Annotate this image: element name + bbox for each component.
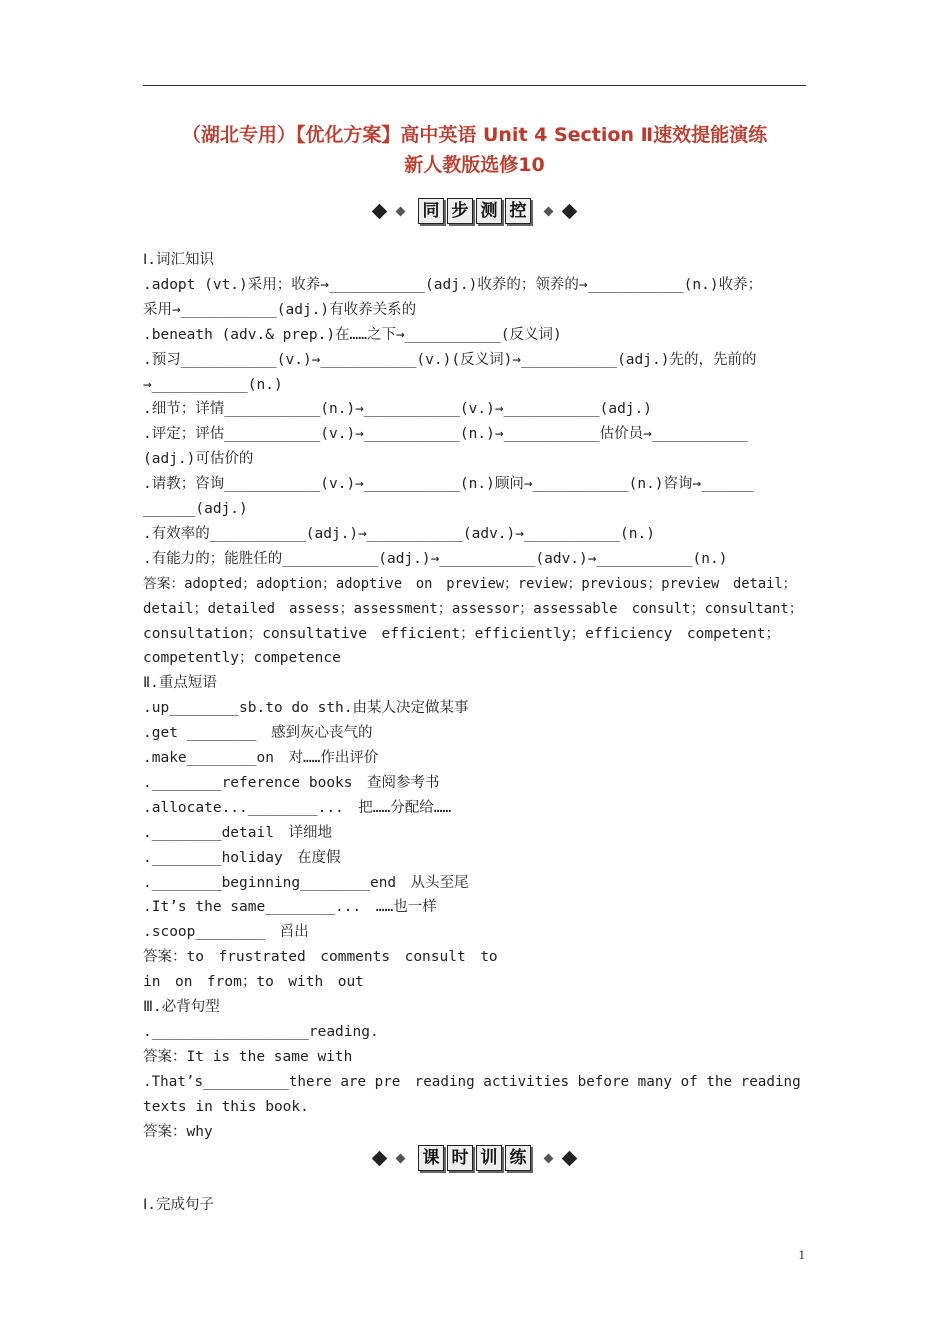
diamond-icon [544, 206, 554, 216]
text-line: .有能力的；能胜任的___________(adj.)→___________(adv.)→___________(n.) [143, 550, 728, 567]
diamond-icon [544, 1153, 554, 1163]
text-line: .__________________reading. [143, 1023, 379, 1040]
text-line: ______(adj.) [143, 501, 248, 517]
text-line: consultation；consultative efficient；efficiently；efficiency competent； [143, 625, 780, 642]
text-line: .________detail 详细地 [143, 824, 332, 841]
text-line: in on from；to with out [143, 974, 364, 991]
text-line: →___________(n.) [143, 376, 283, 393]
text-line: 答案：why [143, 1123, 213, 1140]
title-line-1: （湖北专用）【优化方案】高中英语 Unit 4 Section Ⅱ速效提能演练 [181, 124, 768, 146]
text-line: .beneath (adv.& prep.)在……之下→___________(反义词) [143, 326, 562, 343]
banner-char: 练 [505, 1145, 531, 1171]
text-line: Ⅰ.词汇知识 [143, 252, 215, 268]
text-line: Ⅲ.必背句型 [143, 999, 220, 1015]
text-line: 答案：to frustrated comments consult to [143, 949, 498, 966]
text-line: .make________on 对……作出评价 [143, 750, 379, 766]
banner-char: 控 [505, 198, 531, 224]
text-line: 采用→___________(adj.)有收养关系的 [143, 301, 417, 318]
banner-char: 同 [418, 198, 444, 224]
text-line: .It’s the same________... ……也一样 [143, 899, 437, 916]
diamond-icon [372, 203, 388, 219]
header-rule [143, 85, 806, 86]
section-banner-lesson [143, 1145, 806, 1175]
text-line: .scoop________ 舀出 [143, 924, 309, 941]
text-line: .adopt (vt.)采用；收养→___________(adj.)收养的；领养的→___________(n.)收养； [143, 276, 763, 293]
banner-char: 步 [447, 198, 473, 224]
text-line: .有效率的___________(adj.)→___________(adv.)→___________(n.) [143, 525, 655, 542]
diamond-icon [562, 203, 578, 219]
text-line: .get ________ 感到灰心丧气的 [143, 725, 373, 742]
text-line: 答案：adopted；adoption；adoptive on preview；review；previous；preview detail； [143, 575, 797, 592]
text-line: detail；detailed assess；assessment；assessor；assessable consult；consultant； [143, 600, 803, 617]
title-line-2: 新人教版选修10 [404, 154, 545, 176]
text-line: .________beginning________end 从头至尾 [143, 874, 469, 891]
banner-char: 时 [447, 1145, 473, 1171]
text-line: .allocate...________... 把……分配给…… [143, 799, 452, 816]
text-line: .________reference books 查阅参考书 [143, 774, 440, 791]
text-line: texts in this book. [143, 1098, 309, 1115]
banner-char: 训 [476, 1145, 502, 1171]
diamond-icon [396, 1153, 406, 1163]
page-number: 1 [798, 1247, 805, 1262]
section-banner-sync [143, 198, 806, 228]
text-line: .请教；咨询___________(v.)→___________(n.)顾问→___________(n.)咨询→______ [143, 476, 754, 493]
banner-char: 测 [476, 198, 502, 224]
diamond-icon [372, 1150, 388, 1166]
diamond-icon [562, 1150, 578, 1166]
document-title [143, 120, 806, 180]
text-line: .That’s__________there are pre reading activities before many of the reading [143, 1073, 801, 1090]
text-line: Ⅱ.重点短语 [143, 675, 217, 692]
text-line: .细节；详情___________(n.)→___________(v.)→___________(adj.) [143, 401, 652, 418]
text-line: competently；competence [143, 650, 341, 667]
text-line: Ⅰ.完成句子 [143, 1197, 215, 1213]
diamond-icon [396, 206, 406, 216]
text-line: .预习___________(v.)→___________(v.)(反义词)→___________(adj.)先的，先前的 [143, 351, 757, 368]
text-line: .up________sb.to do sth.由某人决定做某事 [143, 700, 469, 717]
text-line: .评定；评估___________(v.)→___________(n.)→___________估价员→___________ [143, 426, 748, 443]
banner-char: 课 [418, 1145, 444, 1171]
text-line: .________holiday 在度假 [143, 849, 341, 866]
text-line: 答案：It is the same with [143, 1048, 353, 1065]
text-line: (adj.)可估价的 [143, 451, 254, 468]
